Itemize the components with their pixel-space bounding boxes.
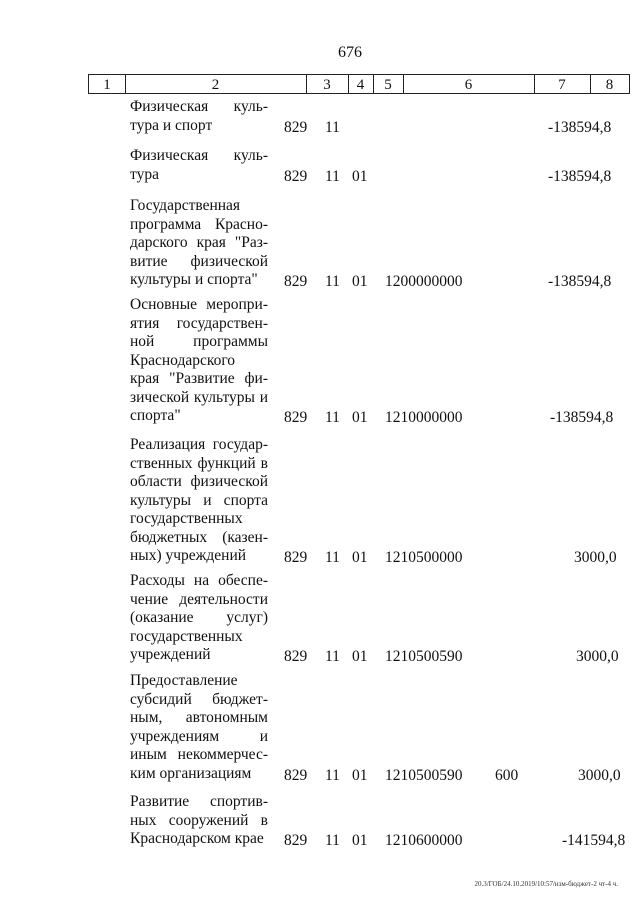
cell-c8: 3000,0 (578, 766, 621, 784)
row-name-line: (оказание услуг) (130, 609, 268, 626)
cell-c4: 11 (325, 832, 340, 849)
cell-c5: 01 (352, 273, 368, 290)
cell-c4: 11 (325, 549, 340, 566)
cell-c3: 829 (284, 167, 308, 185)
row-name (130, 436, 268, 566)
row-name-line: бюджетных (казен- (130, 528, 268, 546)
cell-c5: 01 (352, 409, 368, 426)
row-name-line: края "Развитие фи- (130, 370, 268, 387)
header-col-7: 7 (534, 75, 591, 93)
row-name-line: чение деятельности (130, 590, 268, 608)
row-name-line: тура (130, 165, 159, 183)
cell-c3: 829 (284, 273, 308, 290)
row-name-line: Расходы на обеспе- (130, 572, 268, 589)
cell-c4: 11 (325, 766, 340, 784)
cell-c4: 11 (325, 273, 340, 290)
row-name-line: учреждениям и (130, 727, 268, 745)
row-name-line: области физической (130, 473, 268, 490)
row-name-line: ким организациям (130, 764, 252, 782)
row-name (130, 793, 268, 849)
cell-c3: 829 (284, 409, 308, 426)
row-name-line: субсидий бюджет- (130, 690, 268, 708)
row-name-line: Развитие спортив- (130, 793, 268, 810)
cell-c3: 829 (284, 832, 308, 849)
cell-c4: 11 (325, 409, 340, 426)
cell-c3: 829 (284, 766, 308, 784)
row-name-line: спорта" (130, 407, 181, 424)
header-col-3: 3 (306, 75, 349, 93)
header-col-2: 2 (125, 75, 307, 93)
header-col-5: 5 (373, 75, 404, 93)
cell-c4: 11 (325, 118, 340, 136)
cell-c6: 1210000000 (385, 409, 463, 426)
cell-c8: -138594,8 (548, 118, 612, 136)
row-name-line: ной программы (130, 333, 268, 350)
row-name-line: Предоставление (130, 672, 238, 689)
cell-c4: 11 (325, 167, 340, 185)
cell-c5: 01 (352, 766, 368, 784)
cell-c5: 01 (352, 167, 368, 185)
row-name-line: ных) учреждений (130, 547, 247, 564)
cell-c3: 829 (284, 549, 308, 566)
cell-c3: 829 (284, 118, 308, 136)
cell-c6: 1200000000 (385, 273, 463, 290)
cell-c8: -138594,8 (548, 273, 612, 290)
page-number: 676 (338, 44, 362, 61)
row-name-line: зической культуры и (130, 388, 268, 406)
cell-c3: 829 (284, 648, 308, 665)
cell-c4: 11 (325, 648, 340, 665)
cell-c6: 1210600000 (385, 832, 463, 849)
cell-c5: 01 (352, 648, 368, 665)
cell-c8: -141594,8 (562, 832, 626, 849)
row-name-line: витие физической (130, 252, 268, 270)
header-col-1: 1 (89, 75, 126, 93)
header-col-4: 4 (348, 75, 374, 93)
row-name-line: Физическая куль- (130, 147, 268, 164)
row-name-line: государственных (130, 510, 243, 527)
header-col-6: 6 (403, 75, 535, 93)
row-name (130, 572, 268, 665)
row-name-line: ным, автономным (130, 709, 268, 726)
row-name (130, 197, 268, 290)
cell-c8: -138594,8 (550, 409, 614, 426)
document-footer: 20.3/ГОБ/24.10.2019/10:57/изм-бюджет-2 чт-4 ч. (474, 880, 618, 888)
row-name-line: Краснодарском крае (130, 830, 264, 847)
cell-c7: 600 (495, 766, 519, 784)
row-name (130, 672, 268, 783)
row-name-line: Реализация государ- (130, 436, 268, 453)
row-name-line: Основные меропри- (130, 296, 268, 313)
row-name-line: тура и спорт (130, 116, 213, 134)
cell-c6: 1210500000 (385, 549, 463, 566)
row-name (130, 147, 268, 184)
row-name-line: ных сооружений в (130, 811, 268, 829)
row-name-line: Физическая куль- (130, 98, 268, 115)
cell-c6: 1210500590 (385, 648, 463, 665)
cell-c8: -138594,8 (548, 167, 612, 185)
row-name-line: ятия государствен- (130, 314, 268, 332)
table-header (88, 74, 630, 94)
cell-c8: 3000,0 (576, 648, 619, 665)
cell-c5: 01 (352, 549, 368, 566)
row-name (130, 98, 268, 135)
row-name-line: программа Красно- (130, 215, 268, 233)
header-col-8: 8 (590, 75, 630, 93)
row-name-line: Государственная (130, 197, 241, 214)
row-name-line: культуры и спорта (130, 491, 268, 509)
row-name-line: дарского края "Раз- (130, 234, 268, 251)
row-name-line: Краснодарского (130, 351, 236, 369)
cell-c6: 1210500590 (385, 766, 463, 784)
row-name (130, 296, 268, 426)
row-name-line: учреждений (130, 646, 211, 663)
cell-c5: 01 (352, 832, 368, 849)
row-name-line: ственных функций в (130, 454, 268, 472)
row-name-line: государственных (130, 627, 243, 645)
row-name-line: культуры и спорта" (130, 271, 258, 288)
row-name-line: иным некоммерчес- (130, 746, 268, 763)
cell-c8: 3000,0 (574, 549, 617, 566)
